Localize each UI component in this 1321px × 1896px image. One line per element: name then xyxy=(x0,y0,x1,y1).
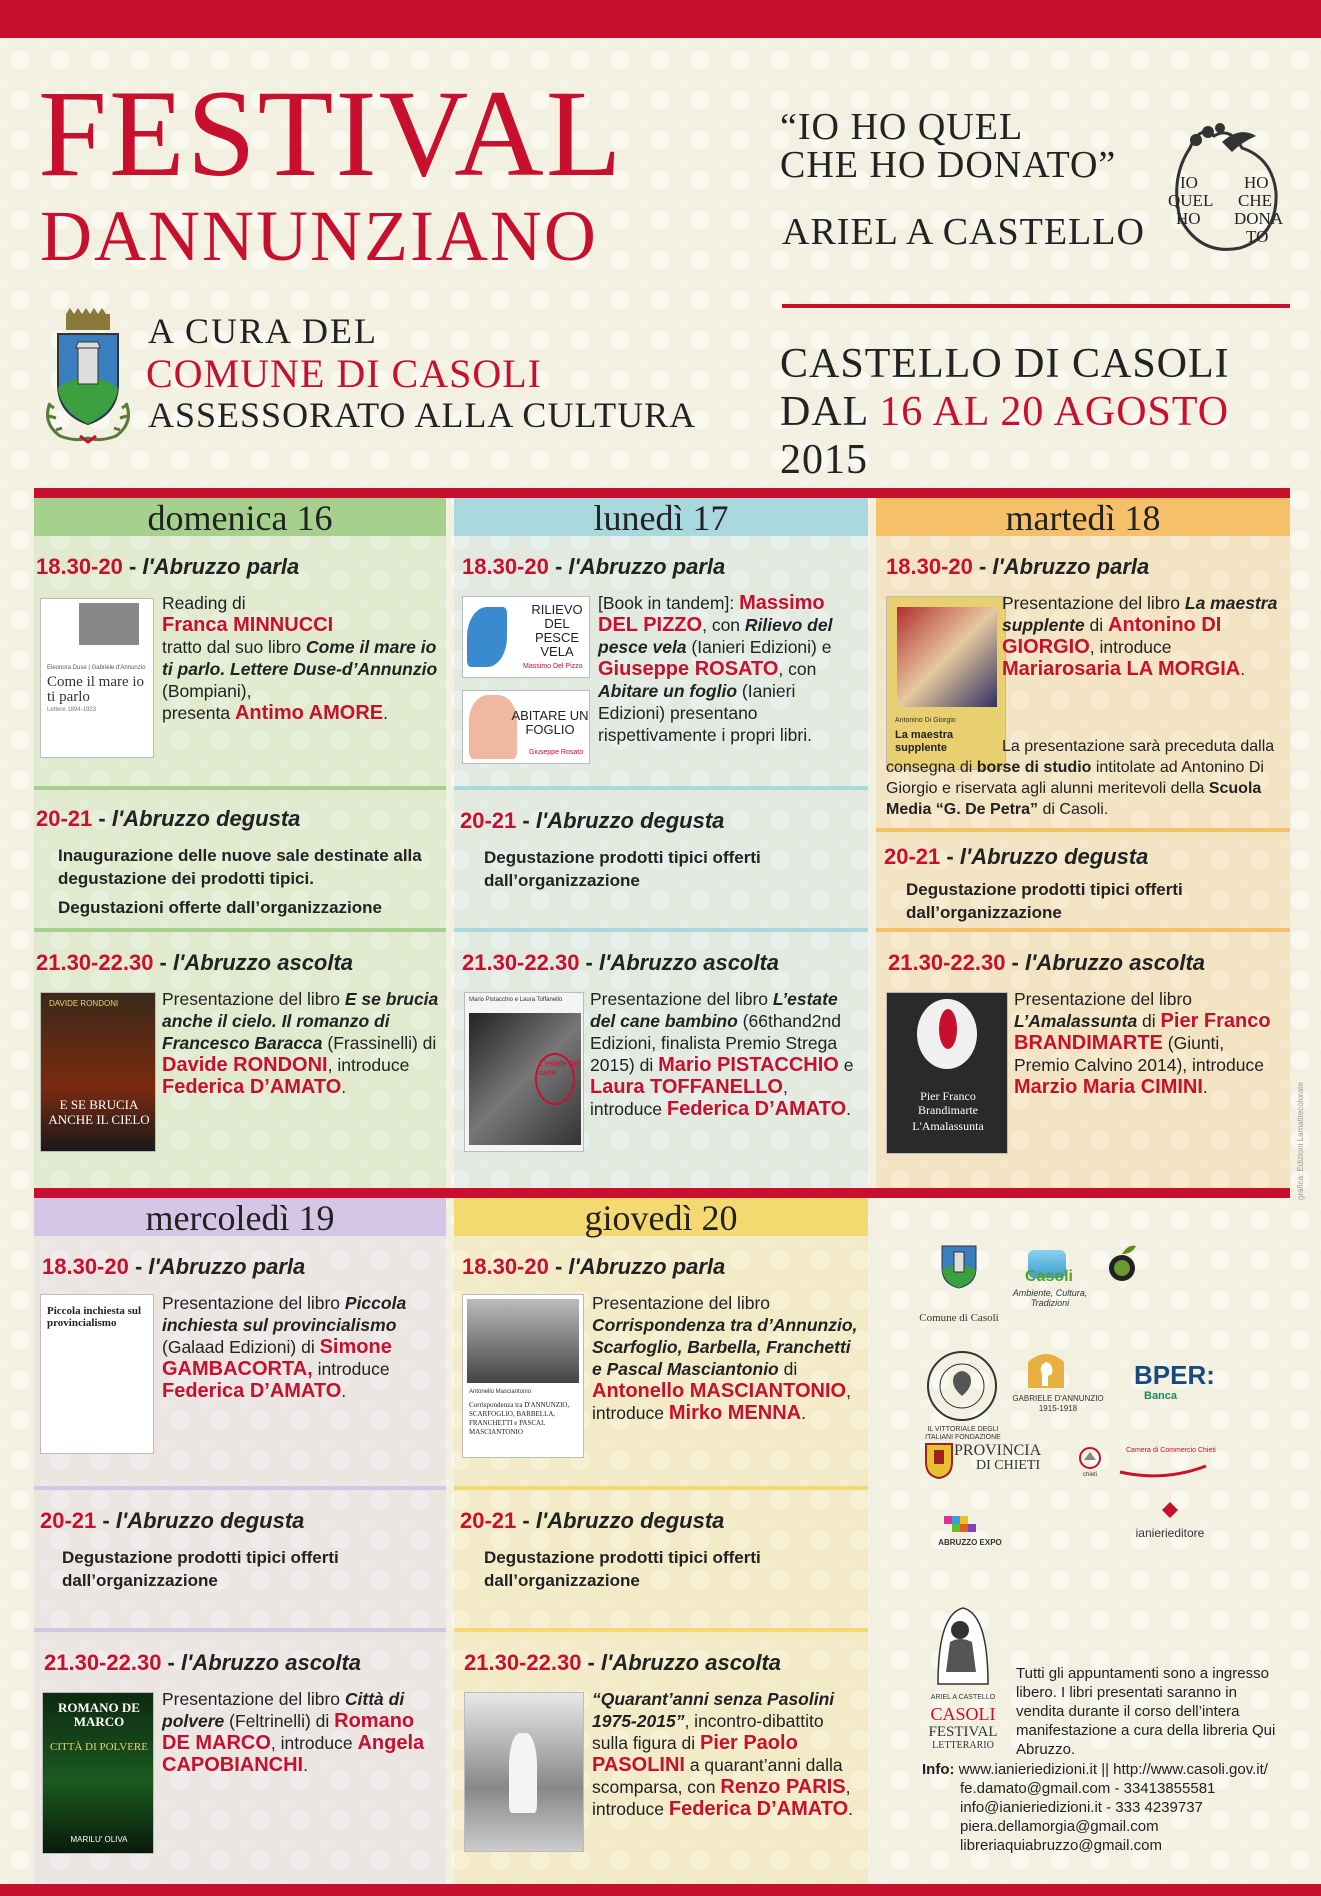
header-divider xyxy=(782,304,1290,308)
d19-degusta-text: Degustazione prodotti tipici offerti dall’organizzazione xyxy=(62,1548,339,1590)
ariel-logo-b: CASOLI xyxy=(930,1704,996,1724)
sponsor-bper: BPER: xyxy=(1134,1360,1215,1390)
d16-ascolta-cover: DAVIDE RONDONI E SE BRUCIA ANCHE IL CIELO xyxy=(40,992,156,1152)
sponsor-chieti: chieti xyxy=(1082,1472,1097,1478)
ariel-a-castello: ARIEL A CASTELLO xyxy=(782,211,1145,253)
motto-line-1: “IO HO QUEL xyxy=(780,106,1024,148)
d16-book-cover: Eleonora Duse | Gabriele d'Annunzio Come il mare io ti parlo Lettere 1894-1923 xyxy=(40,598,154,758)
d20-ascolta-text: “Quarant’anni senza Pasolini 1975-2015”, incontro-dibattito sulla figura di Pier Paolo PASOLINI a quarant’anni dalla scomparsa, con Renzo PARIS, introduce Federica D’AMATO. xyxy=(592,1689,854,1820)
dannunzio-profile-icon xyxy=(1024,1348,1068,1392)
d18-degusta-text: Degustazione prodotti tipici offerti dall’organizzazione xyxy=(906,880,1183,922)
svg-text:TO: TO xyxy=(1246,227,1269,246)
row2-top-line xyxy=(34,1188,1290,1198)
day-header-martedi: martedì 18 xyxy=(876,498,1290,536)
ariel-logo-d: LETTERARIO xyxy=(932,1740,994,1751)
d19-ascolta-cover: ROMANO DE MARCO CITTÀ DI POLVERE MARILU' OLIVA xyxy=(42,1692,154,1854)
d17-degusta-time: 20-21 - l'Abruzzo degusta xyxy=(460,808,725,833)
d20-parla-text: Presentazione del libro Corrispondenza tra d’Annunzio, Scarfoglio, Barbella, Franchetti e Pascal Masciantonio di Antonello MASCIANTONIO, introduce Mirko MENNA. xyxy=(592,1293,858,1424)
svg-text:HO: HO xyxy=(1176,209,1201,228)
d20-degusta-time: 20-21 - l'Abruzzo degusta xyxy=(460,1508,725,1533)
d17-ascolta-cover: Mario Pistacchio e Laura Toffanello L'estate del cane xyxy=(464,992,584,1152)
d16-sep-2 xyxy=(34,928,446,932)
camera-commercio-icon xyxy=(1076,1446,1104,1470)
d17-sep-1 xyxy=(454,786,868,790)
info-line-2: fe.damato@gmail.com - 33413855581 xyxy=(960,1780,1216,1797)
d19-sep-1 xyxy=(34,1486,446,1490)
d18-parla-text: Presentazione del libro La maestra supplente di Antonino DI GIORGIO, introduce Mariarosaria LA MORGIA. xyxy=(1002,593,1278,680)
d16-parla-text: Reading di Franca MINNUCCI tratto dal suo libro Come il mare io ti parlo. Lettere Duse-d’Annunzio (Bompiani), presenta Antimo AMORE. xyxy=(162,593,438,724)
casoli-crest-icon xyxy=(40,308,136,444)
festival-subtitle: DANNUNZIANO xyxy=(40,196,598,276)
d17-parla-time: 18.30-20 - l'Abruzzo parla xyxy=(462,554,726,579)
day-header-mercoledi: mercoledì 19 xyxy=(34,1198,446,1236)
day-header-lunedi: lunedì 17 xyxy=(454,498,868,536)
sponsor-gabriele: GABRIELE D'ANNUNZIO 1915-1918 xyxy=(1012,1394,1104,1413)
d16-ascolta-time: 21.30-22.30 - l'Abruzzo ascolta xyxy=(36,950,354,975)
sponsor-vittoriale: IL VITTORIALE DEGLI ITALIANI FONDAZIONE xyxy=(925,1426,1001,1441)
assessorato-cultura: ASSESSORATO ALLA CULTURA xyxy=(148,395,697,435)
info-line-3: info@ianieriedizioni.it - 333 4239737 xyxy=(960,1799,1203,1816)
comune-di-casoli: COMUNE DI CASOLI xyxy=(146,351,542,396)
d16-parla-time: 18.30-20 - l'Abruzzo parla xyxy=(36,554,300,579)
festival-title: FESTIVAL xyxy=(38,65,624,202)
sponsor-provincia-2: DI CHIETI xyxy=(976,1458,1041,1473)
graphic-credit: grafica: Edizioni Lamatitecolorate xyxy=(1296,1082,1305,1200)
d17-ascolta-text: Presentazione del libro L’estate del cane bambino (66thand2nd Edizioni, finalista Premio Strega 2015) di Mario PISTACCHIO e Laura TOFFANELLO, introduce Federica D’AMATO. xyxy=(590,989,854,1120)
svg-text:HO: HO xyxy=(1244,173,1269,192)
d17-sep-2 xyxy=(454,928,868,932)
d16-degusta-time: 20-21 - l'Abruzzo degusta xyxy=(36,806,301,831)
venue: CASTELLO DI CASOLI xyxy=(780,341,1230,387)
olive-logo-icon xyxy=(1104,1240,1140,1288)
ariel-logo-c: FESTIVAL xyxy=(928,1724,998,1740)
d18-parla-time: 18.30-20 - l'Abruzzo parla xyxy=(886,554,1150,579)
day-header-domenica: domenica 16 xyxy=(34,498,446,536)
d20-pasolini-photo xyxy=(464,1692,584,1852)
ariel-festival-logo-icon xyxy=(928,1604,998,1696)
d19-sep-2 xyxy=(34,1628,446,1632)
d17-ascolta-time: 21.30-22.30 - l'Abruzzo ascolta xyxy=(462,950,780,975)
d19-ascolta-time: 21.30-22.30 - l'Abruzzo ascolta xyxy=(44,1650,362,1675)
d18-book-cover: Antonino Di Giorgio La maestra supplente xyxy=(886,596,1006,770)
d20-parla-time: 18.30-20 - l'Abruzzo parla xyxy=(462,1254,726,1279)
d20-book-cover: Antonello Masciantonio Corrispondenza tra D'ANNUNZIO, SCARFOGLIO, BARBELLA, FRANCHETTI e PASCAL MASCIANTONIO xyxy=(462,1294,584,1458)
info-line-5: libreriaquiabruzzo@gmail.com xyxy=(960,1837,1162,1854)
d18-sep-1 xyxy=(876,828,1290,832)
d18-degusta-time: 20-21 - l'Abruzzo degusta xyxy=(884,844,1149,869)
cornucopia-seal-icon xyxy=(1160,118,1286,258)
sponsor-provincia: PROVINCIA xyxy=(954,1442,1042,1459)
d19-parla-text: Presentazione del libro Piccola inchiesta sul provincialismo (Galaad Edizioni) di Simone GAMBACORTA, introduce Federica D’AMATO. xyxy=(162,1293,407,1402)
dates: DAL 16 AL 20 AGOSTO 2015 xyxy=(780,389,1230,483)
sponsor-comune: Comune di Casoli xyxy=(919,1312,999,1324)
top-red-bar xyxy=(0,0,1321,38)
row1-top-line xyxy=(34,488,1290,498)
vittoriale-seal-icon xyxy=(924,1348,1000,1424)
ariel-logo-a: ARIEL A CASTELLO xyxy=(930,1694,996,1701)
sponsor-bper-sub: Banca xyxy=(1144,1390,1178,1402)
sponsor-ianieri: ianierieditore xyxy=(1135,1526,1205,1540)
d19-parla-time: 18.30-20 - l'Abruzzo parla xyxy=(42,1254,306,1279)
svg-text:QUEL: QUEL xyxy=(1168,191,1214,210)
d19-degusta-time: 20-21 - l'Abruzzo degusta xyxy=(40,1508,305,1533)
bottom-red-bar xyxy=(0,1884,1321,1896)
abruzzo-expo-icon xyxy=(940,1512,996,1540)
d18-ascolta-cover: Pier Franco Brandimarte L'Amalassunta xyxy=(886,992,1008,1154)
d18-ascolta-text: Presentazione del libro L’Amalassunta di Pier Franco BRANDIMARTE (Giunti, Premio Calvino 2014), introduce Marzio Maria CIMINI. xyxy=(1014,989,1271,1098)
d19-book-cover: Piccola inchiesta sul provincialismo xyxy=(40,1294,154,1454)
sponsor-expo: ABRUZZO EXPO xyxy=(938,1538,1002,1547)
svg-text:CHE: CHE xyxy=(1238,191,1272,210)
info-line-1: Info: www.ianieriedizioni.it || http://www.casoli.gov.it/ xyxy=(922,1761,1268,1778)
svg-text:IO: IO xyxy=(1180,173,1198,192)
d18-sep-2 xyxy=(876,928,1290,932)
d17-parla-text: [Book in tandem]: Massimo DEL PIZZO, con Rilievo del pesce vela (Ianieri Edizioni) e Giuseppe ROSATO, con Abitare un foglio (Ianieri Edizioni) presentano rispettivamente i propri libri. xyxy=(598,592,833,745)
d16-degusta-text-2: Degustazioni offerte dall’organizzazione xyxy=(58,898,382,917)
d17-cover-rilievo: RILIEVO DEL PESCE VELA Massimo Del Pizzo xyxy=(462,596,590,678)
cura-del: A CURA DEL xyxy=(148,311,379,351)
d16-sep-1 xyxy=(34,786,446,790)
camera-swoosh-icon xyxy=(1118,1464,1208,1478)
d17-cover-abitare: ABITARE UN FOGLIO Giuseppe Rosato xyxy=(462,690,590,764)
info-line-4: piera.dellamorgia@gmail.com xyxy=(960,1818,1159,1835)
d18-borse-text: La presentazione sarà preceduta dalla consegna di borse di studio intitolate ad Antonino Di Giorgio e riservata agli alunni meritevoli della Scuola Media “G. De Petra” di Casoli. xyxy=(886,738,1275,818)
sponsor-casoli-tag: Ambiente, Cultura, Tradizioni xyxy=(1012,1288,1088,1308)
day-header-giovedi: giovedì 20 xyxy=(454,1198,868,1236)
d19-ascolta-text: Presentazione del libro Città di polvere (Feltrinelli) di Romano DE MARCO, introduce Angela CAPOBIANCHI. xyxy=(162,1689,425,1776)
provincia-chieti-crest-icon xyxy=(924,1440,954,1480)
d17-degusta-text: Degustazione prodotti tipici offerti dall’organizzazione xyxy=(484,848,761,890)
d16-degusta-text: Inaugurazione delle nuove sale destinate alla degustazione dei prodotti tipici. xyxy=(58,846,422,888)
motto-line-2: CHE HO DONATO” xyxy=(780,144,1117,186)
comune-casoli-logo-icon xyxy=(938,1236,980,1290)
svg-text:DONA: DONA xyxy=(1234,209,1284,228)
sponsor-casoli: Casoli xyxy=(1024,1268,1073,1285)
ianieri-logo-icon xyxy=(1160,1500,1180,1522)
sponsor-camera: Camera di Commercio Chieti xyxy=(1126,1447,1216,1454)
d20-ascolta-time: 21.30-22.30 - l'Abruzzo ascolta xyxy=(464,1650,782,1675)
footer-note: Tutti gli appuntamenti sono a ingresso libero. I libri presentati saranno in vendita durante il corso dell’intera manifestazione a cura della libreria Qui Abruzzo. xyxy=(1016,1665,1276,1758)
d18-ascolta-time: 21.30-22.30 - l'Abruzzo ascolta xyxy=(888,950,1206,975)
d20-degusta-text: Degustazione prodotti tipici offerti dall’organizzazione xyxy=(484,1548,761,1590)
d16-ascolta-text: Presentazione del libro E se brucia anche il cielo. Il romanzo di Francesco Baracca (Frassinelli) di Davide RONDONI, introduce Federica D’AMATO. xyxy=(162,989,439,1098)
d20-sep-1 xyxy=(454,1486,868,1490)
d20-sep-2 xyxy=(454,1628,868,1632)
